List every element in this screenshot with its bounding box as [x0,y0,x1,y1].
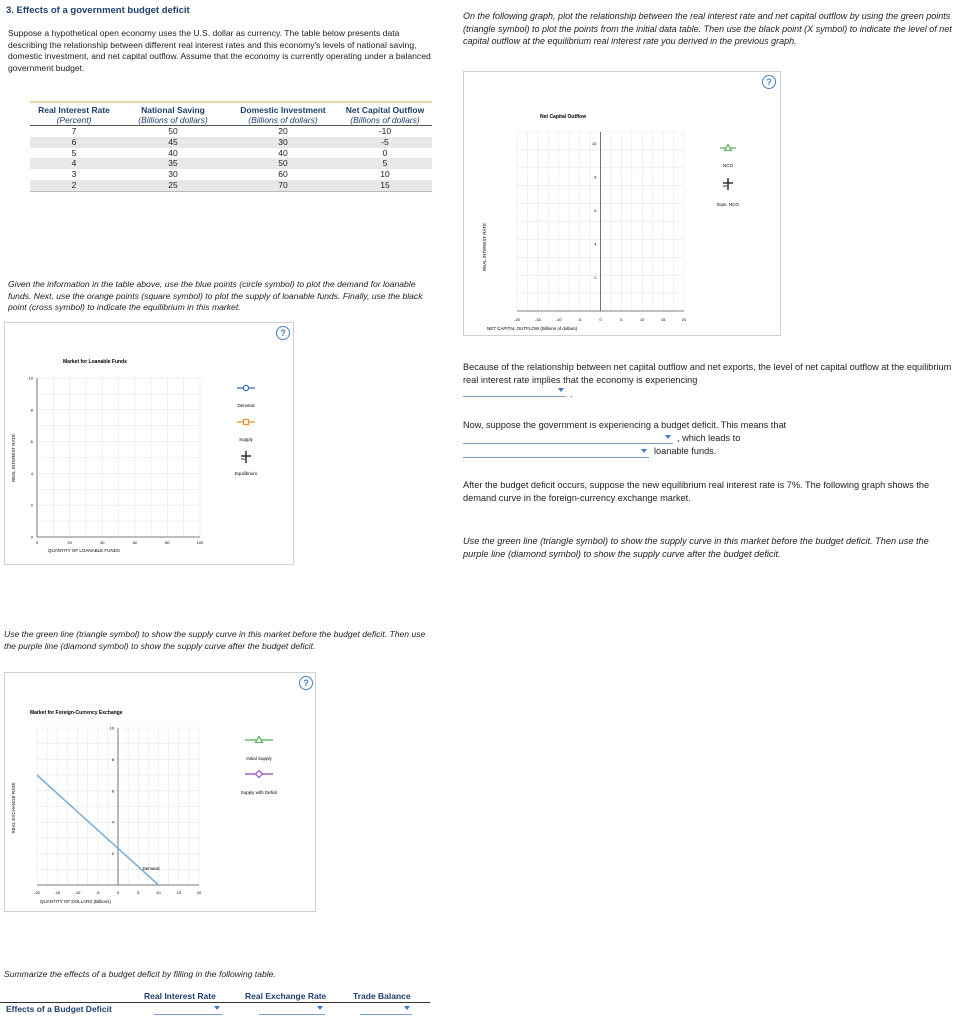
exchange-rate-dropdown[interactable] [259,1004,325,1015]
table-cell: 4 [30,158,118,169]
chevron-down-icon [558,388,564,392]
y-tick-label: 2 [30,502,33,508]
chevron-down-icon [641,449,647,453]
x-tick-label: 5 [620,317,623,322]
table-cell: 25 [118,180,228,191]
x-tick-label: 20 [67,540,72,545]
table-cell: 10 [380,169,390,180]
y-tick-label: 10 [109,725,114,731]
loanable-funds-panel [4,322,294,565]
y-tick-label: 4 [594,241,597,247]
instruction-forex-right: Use the green line (triangle symbol) to show the supply curve in this market before the budget deficit. Then use the purple line (diamond symbol) to show the supply curve after the budget deficit. [463,536,929,559]
x-tick-label: 20 [681,317,687,322]
question-deficit-c: loanable funds. [654,446,717,456]
y-tick-label: 8 [111,756,114,762]
legend-label-nco: NCO [723,163,733,168]
period-text: . [570,389,573,399]
table-cell: 45 [118,137,228,148]
table-cell: 2 [30,180,118,191]
graph-title: Market for Foreign-Currency Exchange [30,710,123,716]
legend-supply[interactable] [237,420,255,443]
diamond-icon[interactable] [256,771,263,778]
summary-table-rule [0,1002,430,1003]
legend-nco[interactable] [720,145,736,169]
table-cell: 35 [118,158,228,169]
table-cell: 40 [278,147,288,158]
demand-circle-icon[interactable] [243,385,248,390]
legend-label-equilibrium: Equilibrium [234,471,258,476]
supply-square-icon[interactable] [244,420,249,425]
table-cell: 60 [278,169,288,180]
instruction-forex: Use the green line (triangle symbol) to show the supply curve in this market before the budget deficit. Then use the purple line (diamond symbol) to show the supply curve after the budget deficit. [4,629,426,651]
table-row [30,148,432,159]
chevron-down-icon [214,1006,220,1010]
y-tick-label: 10 [28,375,33,381]
summary-instruction: Summarize the effects of a budget deficit by filling in the following table. [4,969,276,979]
nco-panel [463,71,781,336]
table-cell: 7 [71,126,77,136]
table-cell: 50 [168,126,178,136]
loanable-effect-dropdown[interactable] [463,447,649,458]
table-cell: 70 [228,180,338,191]
x-tick-label: 100 [196,540,204,545]
x-tick-label: -10 [74,890,81,895]
chevron-down-icon [665,435,671,439]
table-cell: 15 [338,180,432,191]
forex-graph[interactable] [5,673,317,913]
legend-label-demand: Demand [237,403,255,408]
table-cell: 6 [30,137,118,148]
interest-rate-dropdown[interactable] [154,1004,222,1015]
table-row [30,158,432,169]
x-axis-label: QUANTITY OF LOANABLE FUNDS [48,548,120,553]
cross-icon[interactable] [723,178,733,190]
demand-curve-label: Demand [142,866,160,871]
nco-graph[interactable] [464,72,782,337]
table-row [30,137,432,148]
table-cell: -10 [378,126,392,136]
col-header-saving: National Saving (Billions of dollars) [138,105,208,125]
section-title: 3. Effects of a government budget deficit [6,5,190,16]
loanable-funds-graph[interactable] [5,323,295,566]
y-axis-label: REAL INTEREST RATE [482,223,487,271]
intro-paragraph: Suppose a hypothetical open economy uses the U.S. dollar as currency. The table below presents data describing the relationship between different real interest rates and this economy's levels of national saving, domestic investment, and net capital outflow. Assume that the economy is currently operating under a balanced government budget. [8,28,431,73]
x-axis-label: NET CAPITAL OUTFLOW (Billions of dollars) [487,326,578,331]
help-icon[interactable]: ? [299,676,313,690]
table-cell: 3 [71,169,77,180]
x-tick-label: -15 [54,890,61,895]
chevron-down-icon [404,1006,410,1010]
x-tick-label: 5 [137,890,140,895]
table-bottom-rule [30,191,432,192]
x-tick-label: 80 [165,540,170,545]
table-cell: 30 [228,137,338,148]
forex-panel [4,672,316,912]
summary-header-exchange: Real Exchange Rate [245,991,327,1001]
table-row [30,126,432,137]
x-tick-label: 15 [660,317,666,322]
table-cell: 5 [71,147,77,158]
y-tick-label: 6 [111,788,114,794]
y-tick-label: 6 [594,208,597,213]
summary-header-interest: Real Interest Rate [144,991,216,1001]
x-tick-label: 10 [640,317,645,322]
x-tick-label: 15 [176,890,181,895]
instruction-loanable: Given the information in the table above, use the blue points (circle symbol) to plot the demand for loanable funds. Next, use the orange points (square symbol) to plot the supply of loanable funds. Finally, use the black point (cross symbol) to indicate the equilibrium in this market. [8,279,423,312]
data-table-wrapper [30,101,432,192]
graph-title: Market for Loanable Funds [63,359,127,365]
legend-label-supply: Supply [239,437,253,442]
y-tick-label: 2 [111,851,114,857]
table-cell: 50 [228,158,338,169]
col-header-rate: Real Interest Rate (Percent) [38,105,110,125]
col-header-investment: Domestic Investment (Billions of dollars) [240,105,326,125]
question-deficit-b: , which leads to [677,433,741,443]
table-cell: 40 [168,147,178,158]
legend-eqm-nco[interactable] [717,178,739,207]
x-tick-label: -10 [555,317,562,322]
x-tick-label: 0 [599,317,602,322]
y-tick-label: 6 [30,439,33,445]
question-net-exports: Because of the relationship between net capital outflow and net exports, the level of net capital outflow at the equilibrium real interest rate implies that the economy is experiencing [463,362,952,385]
x-tick-label: 0 [35,540,39,545]
equilibrium-cross-icon[interactable] [241,451,251,463]
table-row [30,180,432,191]
table-row [30,169,432,180]
y-tick-label: 4 [30,470,33,476]
table-cell: -5 [338,137,432,148]
trade-balance-dropdown[interactable] [360,1004,412,1015]
net-exports-dropdown[interactable] [463,386,566,397]
summary-header-trade: Trade Balance [353,991,411,1001]
table-cell: 20 [278,126,288,136]
summary-row-label: Effects of a Budget Deficit [6,1004,112,1014]
y-tick-label: 2 [594,275,597,280]
chevron-down-icon [317,1006,323,1010]
x-tick-label: -5 [577,317,582,322]
graph-title: Net Capital Outflow [540,114,587,120]
legend-label-eqm-nco: Eqm. NCO [717,202,739,207]
help-icon[interactable]: ? [276,326,290,340]
legend-supply-deficit[interactable] [241,771,279,796]
legend-label-supply-deficit: Supply with Deficit [240,790,278,795]
x-tick-label: 20 [196,890,202,895]
x-axis-label: QUANTITY OF DOLLARS (Billions) [40,899,111,904]
help-icon[interactable]: ? [762,75,776,89]
legend-initial-supply[interactable] [245,737,273,762]
question-deficit-a: Now, suppose the government is experiencing a budget deficit. This means that [463,420,787,430]
x-tick-label: 0 [116,890,120,895]
y-tick-label: 10 [592,141,597,146]
table-cell: 0 [382,147,388,158]
y-axis-label: REAL EXCHANGE RATE [11,782,16,834]
instruction-nco: On the following graph, plot the relationship between the real interest rate and net capital outflow by using the green points (triangle symbol) to plot the points from the initial data table. Then use the black point (X symbol) to indicate the level of net capital outflow at the equilibrium real interest rate you derived in the previous graph. [463,11,952,46]
x-tick-label: -5 [95,890,100,895]
legend-label-initial-supply: Initial Supply [246,756,272,761]
y-tick-label: 8 [594,174,597,180]
deficit-means-dropdown[interactable] [463,433,673,444]
col-header-nco: Net Capital Outflow (Billions of dollars) [345,105,425,125]
y-tick-label: 8 [30,407,33,413]
x-tick-label: 40 [99,540,105,545]
legend-demand[interactable] [237,385,255,408]
y-tick-label: 4 [111,819,114,825]
table-cell: 5 [338,158,432,169]
x-tick-label: 10 [156,890,161,895]
y-axis-label: REAL INTEREST RATE [11,434,16,482]
x-tick-label: -20 [514,317,520,322]
data-table [30,103,432,191]
x-tick-label: -20 [34,890,40,895]
y-tick-label: 0 [30,534,33,540]
x-tick-label: -15 [534,317,541,322]
question-after-deficit: After the budget deficit occurs, suppose the new equilibrium real interest rate is 7%. The following graph shows the demand curve in the foreign-currency exchange market. [463,480,930,503]
table-cell: 30 [168,169,178,180]
x-tick-label: 60 [132,540,138,545]
legend-equilibrium[interactable] [235,451,258,476]
